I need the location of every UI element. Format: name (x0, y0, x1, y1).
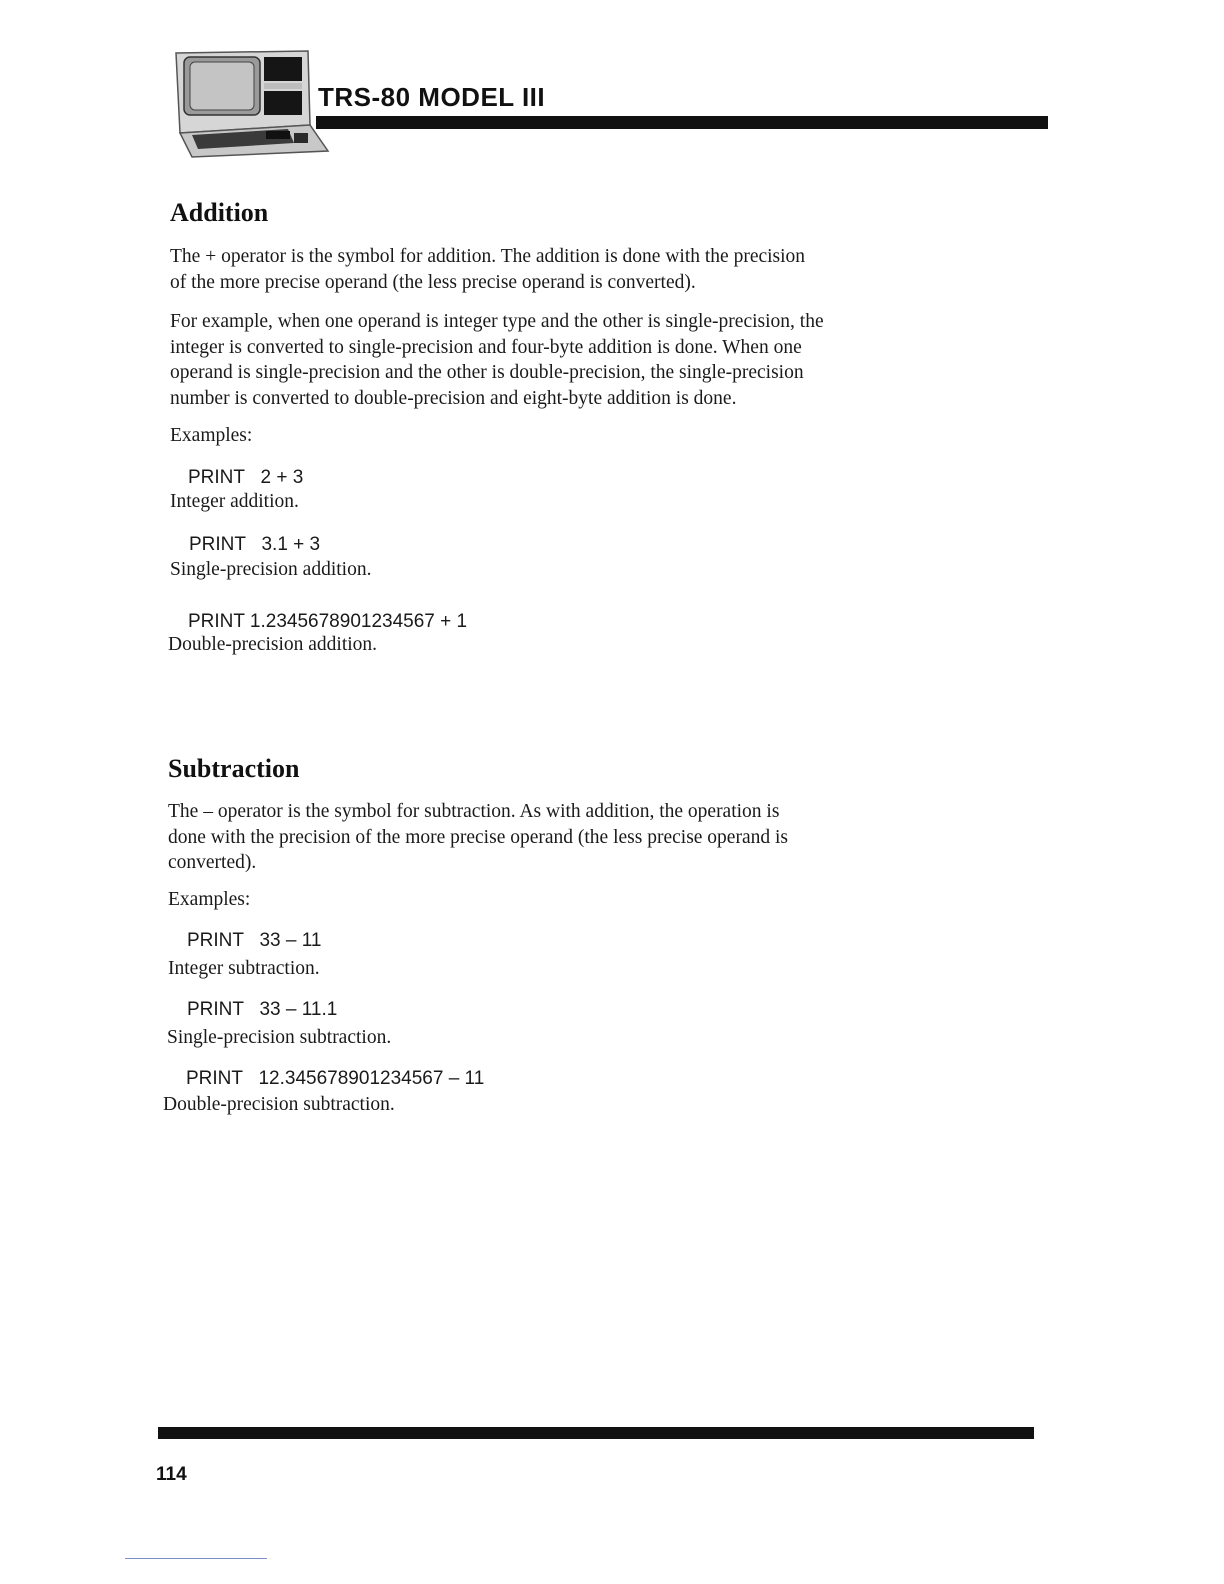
trs80-computer-icon (170, 47, 330, 159)
text-line: of the more precise operand (the less precise operand is converted). (170, 271, 696, 293)
addition-examples-label: Examples: (170, 425, 253, 446)
text-line: done with the precision of the more precise operand (the less precise operand is (168, 826, 788, 848)
example-caption: Single-precision subtraction. (167, 1027, 392, 1048)
addition-paragraph-1 (170, 244, 805, 295)
header-title: TRS-80 MODEL III (318, 82, 546, 112)
subtraction-heading: Subtraction (168, 754, 300, 783)
example-caption: Double-precision addition. (168, 634, 378, 655)
scan-artifact-line (125, 1558, 267, 1559)
example-code: PRINT 33 – 11.1 (187, 999, 338, 1020)
subtraction-paragraph-1 (168, 799, 788, 876)
text-line: number is converted to double-precision and eight-byte addition is done. (170, 387, 737, 409)
example-caption: Double-precision subtraction. (163, 1094, 395, 1115)
example-code: PRINT 1.2345678901234567 + 1 (188, 611, 468, 632)
addition-heading: Addition (170, 198, 269, 227)
header-rule (316, 116, 1048, 129)
footer-rule (158, 1427, 1034, 1439)
page-number: 114 (156, 1464, 187, 1485)
example-caption: Integer addition. (170, 491, 299, 512)
subtraction-examples-label: Examples: (168, 889, 251, 910)
example-code: PRINT 12.345678901234567 – 11 (186, 1068, 485, 1089)
example-caption: Integer subtraction. (168, 958, 320, 979)
example-code: PRINT 33 – 11 (187, 930, 322, 951)
addition-paragraph-2 (170, 309, 824, 411)
text-line: The + operator is the symbol for addition. The addition is done with the precision (170, 246, 806, 267)
text-line: operand is single-precision and the other is double-precision, the single-precision (170, 362, 804, 383)
text-line: The – operator is the symbol for subtraction. As with addition, the operation is (168, 801, 780, 822)
example-code: PRINT 2 + 3 (188, 467, 304, 488)
example-caption: Single-precision addition. (170, 559, 372, 580)
text-line: integer is converted to single-precision and four-byte addition is done. When one (170, 336, 802, 358)
example-code: PRINT 3.1 + 3 (189, 534, 321, 555)
text-line: converted). (168, 852, 257, 873)
text-line: For example, when one operand is integer type and the other is single-precision, the (170, 311, 824, 332)
